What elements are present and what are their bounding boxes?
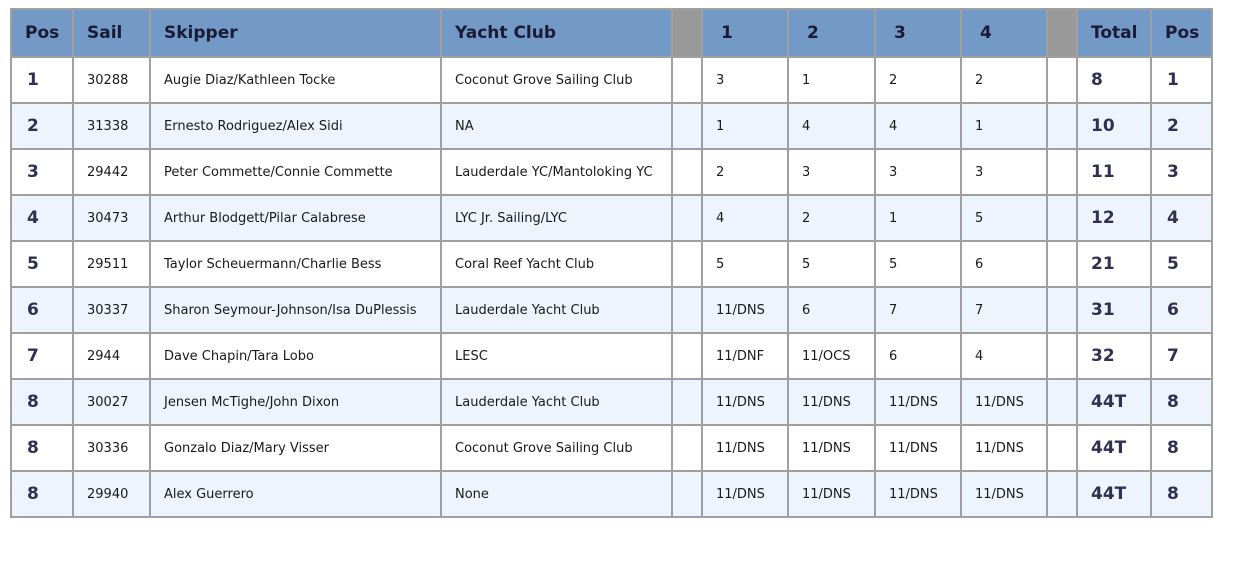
cell-skipper: Dave Chapin/Tara Lobo — [150, 333, 441, 379]
spacer-cell — [1047, 379, 1077, 425]
cell-race-3: 6 — [875, 333, 961, 379]
cell-total: 10 — [1077, 103, 1151, 149]
cell-race-3: 5 — [875, 241, 961, 287]
table-row — [11, 195, 1212, 241]
header-spacer — [672, 9, 702, 57]
cell-pos-right: 3 — [1151, 149, 1212, 195]
cell-skipper: Arthur Blodgett/Pilar Calabrese — [150, 195, 441, 241]
header-race-1: 1 — [702, 9, 788, 57]
spacer-cell — [672, 103, 702, 149]
cell-race-2: 2 — [788, 195, 875, 241]
cell-race-3: 4 — [875, 103, 961, 149]
cell-total: 44T — [1077, 379, 1151, 425]
cell-pos: 4 — [11, 195, 73, 241]
spacer-cell — [1047, 425, 1077, 471]
cell-sail: 30336 — [73, 425, 150, 471]
cell-pos: 8 — [11, 379, 73, 425]
header-skipper: Skipper — [150, 9, 441, 57]
cell-total: 44T — [1077, 471, 1151, 517]
cell-race-1: 11/DNS — [702, 379, 788, 425]
spacer-cell — [672, 149, 702, 195]
cell-sail: 31338 — [73, 103, 150, 149]
header-sail: Sail — [73, 9, 150, 57]
cell-race-4: 2 — [961, 57, 1047, 103]
cell-race-4: 11/DNS — [961, 471, 1047, 517]
spacer-cell — [1047, 287, 1077, 333]
spacer-cell — [672, 241, 702, 287]
cell-pos: 8 — [11, 425, 73, 471]
cell-sail: 30288 — [73, 57, 150, 103]
header-race-3: 3 — [875, 9, 961, 57]
cell-race-1: 3 — [702, 57, 788, 103]
table-row — [11, 103, 1212, 149]
cell-race-1: 5 — [702, 241, 788, 287]
cell-race-4: 5 — [961, 195, 1047, 241]
spacer-cell — [672, 425, 702, 471]
table-header — [11, 9, 1212, 57]
cell-pos-right: 8 — [1151, 379, 1212, 425]
cell-race-3: 11/DNS — [875, 379, 961, 425]
cell-race-3: 1 — [875, 195, 961, 241]
table-row — [11, 241, 1212, 287]
cell-skipper: Taylor Scheuermann/Charlie Bess — [150, 241, 441, 287]
cell-race-2: 1 — [788, 57, 875, 103]
header-total: Total — [1077, 9, 1151, 57]
cell-race-1: 11/DNS — [702, 425, 788, 471]
cell-race-2: 6 — [788, 287, 875, 333]
cell-pos: 3 — [11, 149, 73, 195]
cell-total: 32 — [1077, 333, 1151, 379]
cell-race-3: 2 — [875, 57, 961, 103]
cell-race-4: 11/DNS — [961, 425, 1047, 471]
cell-yacht-club: Lauderdale YC/Mantoloking YC — [441, 149, 672, 195]
table-row — [11, 333, 1212, 379]
cell-race-2: 11/OCS — [788, 333, 875, 379]
table-row — [11, 379, 1212, 425]
cell-race-1: 2 — [702, 149, 788, 195]
spacer-cell — [672, 195, 702, 241]
header-race-4: 4 — [961, 9, 1047, 57]
cell-yacht-club: Lauderdale Yacht Club — [441, 287, 672, 333]
cell-yacht-club: Coconut Grove Sailing Club — [441, 57, 672, 103]
cell-race-2: 11/DNS — [788, 379, 875, 425]
spacer-cell — [1047, 471, 1077, 517]
cell-race-4: 1 — [961, 103, 1047, 149]
cell-sail: 29940 — [73, 471, 150, 517]
cell-total: 11 — [1077, 149, 1151, 195]
cell-total: 8 — [1077, 57, 1151, 103]
cell-pos-right: 2 — [1151, 103, 1212, 149]
spacer-cell — [1047, 149, 1077, 195]
header-yacht-club: Yacht Club — [441, 9, 672, 57]
spacer-cell — [672, 471, 702, 517]
cell-sail: 30027 — [73, 379, 150, 425]
cell-yacht-club: Lauderdale Yacht Club — [441, 379, 672, 425]
cell-skipper: Ernesto Rodriguez/Alex Sidi — [150, 103, 441, 149]
cell-yacht-club: NA — [441, 103, 672, 149]
cell-pos: 7 — [11, 333, 73, 379]
spacer-cell — [1047, 195, 1077, 241]
spacer-cell — [1047, 103, 1077, 149]
cell-total: 12 — [1077, 195, 1151, 241]
cell-pos: 8 — [11, 471, 73, 517]
cell-yacht-club: None — [441, 471, 672, 517]
cell-race-1: 11/DNF — [702, 333, 788, 379]
cell-race-1: 1 — [702, 103, 788, 149]
cell-pos: 6 — [11, 287, 73, 333]
table-row — [11, 471, 1212, 517]
cell-race-4: 11/DNS — [961, 379, 1047, 425]
cell-pos-right: 4 — [1151, 195, 1212, 241]
cell-yacht-club: LYC Jr. Sailing/LYC — [441, 195, 672, 241]
cell-race-4: 7 — [961, 287, 1047, 333]
cell-pos-right: 7 — [1151, 333, 1212, 379]
cell-race-1: 11/DNS — [702, 287, 788, 333]
spacer-cell — [1047, 57, 1077, 103]
cell-pos-right: 1 — [1151, 57, 1212, 103]
table-row — [11, 149, 1212, 195]
cell-race-2: 11/DNS — [788, 471, 875, 517]
cell-sail: 29511 — [73, 241, 150, 287]
cell-yacht-club: LESC — [441, 333, 672, 379]
cell-skipper: Augie Diaz/Kathleen Tocke — [150, 57, 441, 103]
cell-pos-right: 8 — [1151, 425, 1212, 471]
table-row — [11, 425, 1212, 471]
header-pos: Pos — [11, 9, 73, 57]
cell-sail: 30473 — [73, 195, 150, 241]
cell-race-3: 11/DNS — [875, 471, 961, 517]
results-table — [10, 8, 1213, 518]
header-row — [11, 9, 1212, 57]
cell-sail: 30337 — [73, 287, 150, 333]
table-row — [11, 57, 1212, 103]
cell-total: 44T — [1077, 425, 1151, 471]
cell-race-3: 11/DNS — [875, 425, 961, 471]
cell-skipper: Peter Commette/Connie Commette — [150, 149, 441, 195]
cell-skipper: Jensen McTighe/John Dixon — [150, 379, 441, 425]
cell-skipper: Alex Guerrero — [150, 471, 441, 517]
cell-pos: 5 — [11, 241, 73, 287]
cell-skipper: Gonzalo Diaz/Mary Visser — [150, 425, 441, 471]
header-pos-right: Pos — [1151, 9, 1212, 57]
table-row — [11, 287, 1212, 333]
cell-pos-right: 6 — [1151, 287, 1212, 333]
cell-race-1: 4 — [702, 195, 788, 241]
cell-race-3: 3 — [875, 149, 961, 195]
spacer-cell — [1047, 241, 1077, 287]
cell-yacht-club: Coconut Grove Sailing Club — [441, 425, 672, 471]
cell-pos-right: 8 — [1151, 471, 1212, 517]
cell-yacht-club: Coral Reef Yacht Club — [441, 241, 672, 287]
cell-pos-right: 5 — [1151, 241, 1212, 287]
cell-race-2: 11/DNS — [788, 425, 875, 471]
spacer-cell — [1047, 333, 1077, 379]
cell-race-4: 6 — [961, 241, 1047, 287]
header-spacer — [1047, 9, 1077, 57]
cell-total: 31 — [1077, 287, 1151, 333]
cell-race-4: 3 — [961, 149, 1047, 195]
cell-pos: 1 — [11, 57, 73, 103]
spacer-cell — [672, 379, 702, 425]
cell-sail: 29442 — [73, 149, 150, 195]
cell-race-1: 11/DNS — [702, 471, 788, 517]
cell-race-2: 4 — [788, 103, 875, 149]
cell-race-3: 7 — [875, 287, 961, 333]
spacer-cell — [672, 333, 702, 379]
cell-race-4: 4 — [961, 333, 1047, 379]
spacer-cell — [672, 287, 702, 333]
cell-sail: 2944 — [73, 333, 150, 379]
spacer-cell — [672, 57, 702, 103]
header-race-2: 2 — [788, 9, 875, 57]
table-body — [11, 57, 1212, 517]
cell-total: 21 — [1077, 241, 1151, 287]
cell-skipper: Sharon Seymour-Johnson/Isa DuPlessis — [150, 287, 441, 333]
cell-race-2: 5 — [788, 241, 875, 287]
cell-pos: 2 — [11, 103, 73, 149]
cell-race-2: 3 — [788, 149, 875, 195]
